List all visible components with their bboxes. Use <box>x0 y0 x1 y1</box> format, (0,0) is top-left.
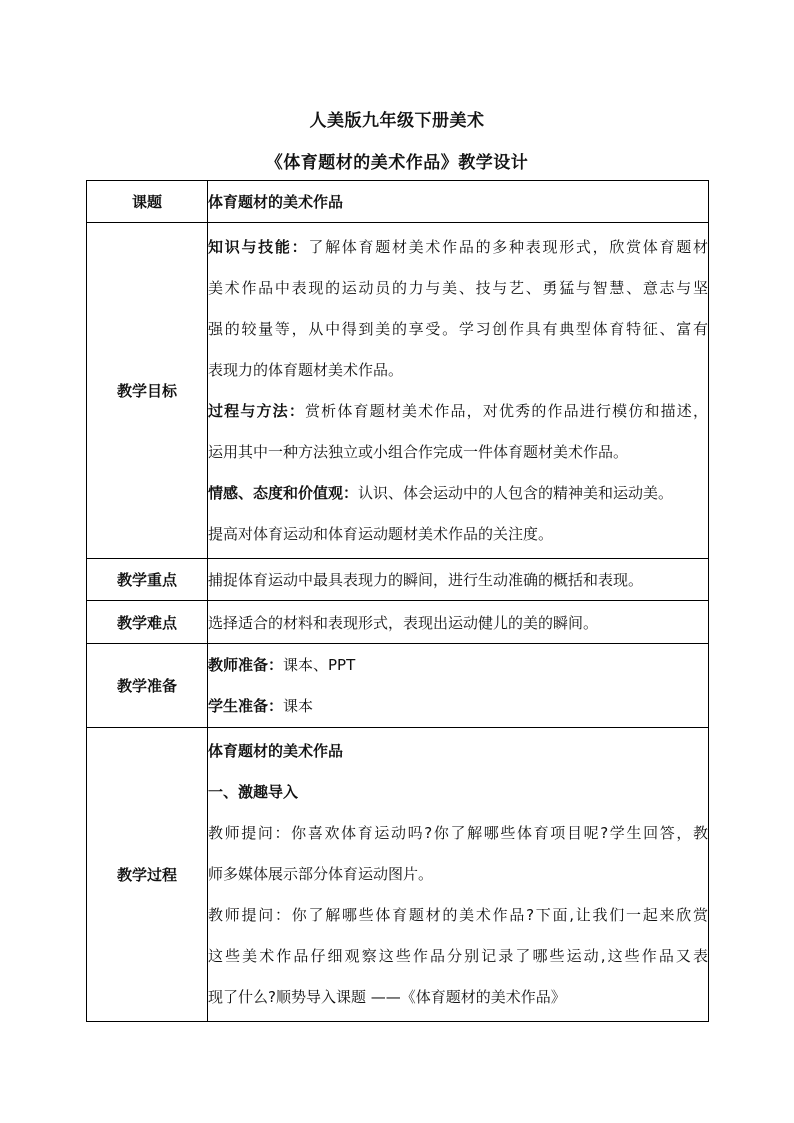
value-topic: 体育题材的美术作品 <box>208 181 709 223</box>
teacher-preparation <box>208 645 708 686</box>
value-preparation <box>208 644 709 728</box>
objective-process-line-1 <box>208 391 708 432</box>
value-key-point: 捕捉体育运动中最具表现力的瞬间，进行生动准确的概括和表现。 <box>208 559 709 601</box>
student-preparation <box>208 686 708 727</box>
value-difficulty: 选择适合的材料和表现形式，表现出运动健儿的美的瞬间。 <box>208 601 709 644</box>
teacher-prep-heading: 教师准备： <box>208 655 284 674</box>
row-topic <box>87 181 709 223</box>
process-line-5: 现了什么?顺势导入课题 ——《体育题材的美术作品》 <box>208 988 566 1006</box>
label-preparation: 教学准备 <box>87 644 208 728</box>
knowledge-text-2: 美术作品中表现的运动员的力与美、技与艺、勇猛与智慧、意志与坚 <box>208 278 708 297</box>
process-text-1: 赏析体育题材美术作品，对优秀的作品进行模仿和描述， <box>305 401 708 420</box>
label-objectives: 教学目标 <box>87 223 208 559</box>
student-prep-value: 课本 <box>283 696 314 715</box>
lesson-plan-table <box>86 180 709 1022</box>
row-difficulty <box>87 601 709 644</box>
label-difficulty: 教学难点 <box>87 601 208 644</box>
process-line-4: 这些美术作品仔细观察这些作品分别记录了哪些运动,这些作品又表 <box>208 947 708 965</box>
teacher-prep-value: 课本、PPT <box>283 655 356 674</box>
objective-knowledge-line-1 <box>208 227 708 268</box>
label-key-point: 教学重点 <box>87 559 208 601</box>
value-process <box>208 728 709 1022</box>
process-section-1: 一、激趣导入 <box>208 783 299 801</box>
knowledge-text-1: 了解体育题材美术作品的多种表现形式，欣赏体育题材 <box>308 237 708 256</box>
emotion-heading: 情感、态度和价值观： <box>208 483 359 502</box>
process-heading-title: 体育题材的美术作品 <box>208 742 344 760</box>
objective-emotion-line-1 <box>208 473 708 514</box>
knowledge-heading: 知识与技能： <box>208 237 309 256</box>
process-line-1: 教师提问：你喜欢体育运动吗?你了解哪些体育项目呢?学生回答，教 <box>208 824 708 842</box>
row-process <box>87 728 709 1022</box>
row-key-point <box>87 559 709 601</box>
student-prep-heading: 学生准备： <box>208 696 284 715</box>
document-subtitle: 《体育题材的美术作品》教学设计 <box>265 153 529 173</box>
emotion-text-1: 认识、体会运动中的人包含的精神美和运动美。 <box>358 483 674 502</box>
knowledge-text-3: 强的较量等，从中得到美的享受。学习创作具有典型体育特征、富有 <box>208 319 708 338</box>
label-topic: 课题 <box>87 181 208 223</box>
process-line-3: 教师提问：你了解哪些体育题材的美术作品?下面,让我们一起来欣赏 <box>208 906 708 924</box>
row-preparation <box>87 644 709 728</box>
document-title: 人美版九年级下册美术 <box>309 111 485 131</box>
emotion-text-2: 提高对体育运动和体育运动题材美术作品的关注度。 <box>208 524 554 543</box>
knowledge-text-4: 表现力的体育题材美术作品。 <box>208 360 404 379</box>
row-objectives <box>87 223 709 559</box>
label-process: 教学过程 <box>87 728 208 1022</box>
process-heading: 过程与方法： <box>208 401 305 420</box>
process-text-2: 运用其中一种方法独立或小组合作完成一件体育题材美术作品。 <box>208 442 629 461</box>
process-line-2: 师多媒体展示部分体育运动图片。 <box>208 865 434 883</box>
value-objectives <box>208 223 709 559</box>
